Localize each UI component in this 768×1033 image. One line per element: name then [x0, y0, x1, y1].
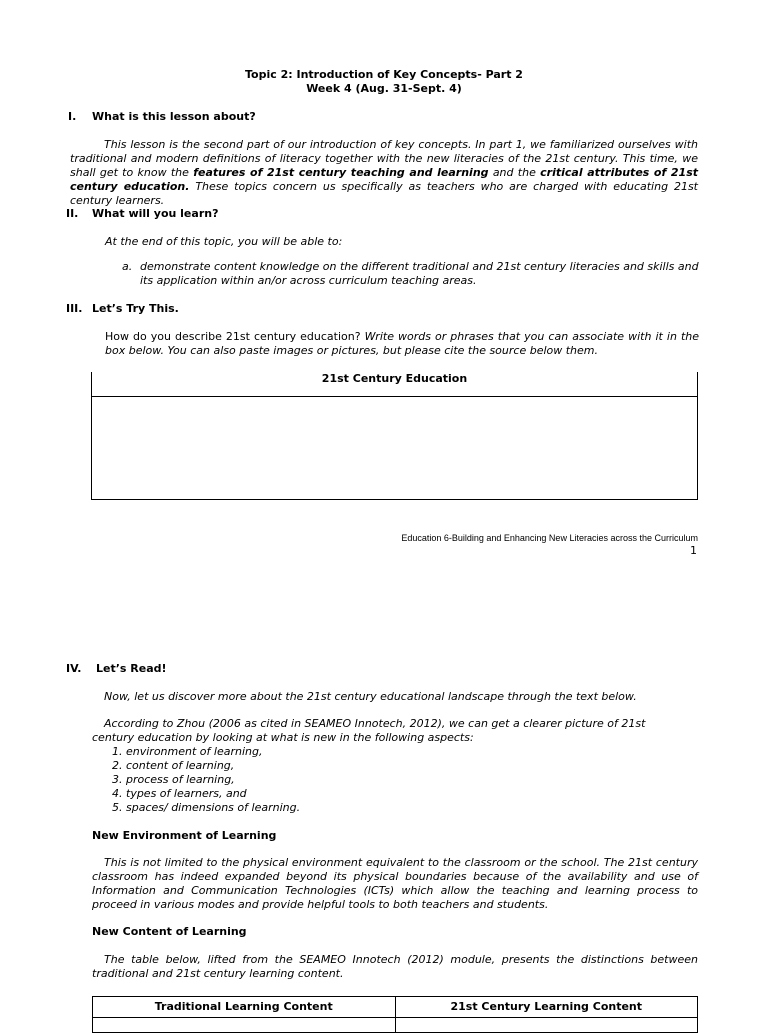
section-4-zhou-paragraph: According to Zhou (2006 as cited in SEAMEO Innotech, 2012), we can get a clearer picture of 21st century education by looking at what is new in the following aspects: [92, 717, 646, 744]
environment-paragraph: This is not limited to the physical environment equivalent to the classroom or the school. The 21st century classroom has indeed expanded beyond its physical boundaries because of the availability and use of Information and Communication Technologies (ICTs) which allow the teaching and learning process to proceed in various modes and provide helpful tools to both teachers and students. [92, 856, 698, 911]
aspect-item: 1. environment of learning, [126, 745, 402, 759]
section-1-paragraph [70, 138, 698, 208]
section-2-number: II. [66, 207, 79, 220]
section-3-heading: Let’s Try This. [92, 302, 179, 315]
aspect-item: 5. spaces/ dimensions of learning. [126, 801, 402, 815]
objective-marker: a. [122, 260, 133, 273]
table-header-traditional: Traditional Learning Content [93, 997, 396, 1018]
section-4-heading: Let’s Read! [96, 662, 167, 675]
section-4-intro: Now, let us discover more about the 21st century educational landscape through the text below. [104, 690, 637, 703]
content-paragraph: The table below, lifted from the SEAMEO Innotech (2012) module, presents the distinctions between traditional and 21st century learning content. [92, 953, 698, 980]
footer-course: Education 6-Building and Enhancing New Literacies across the Curriculum [401, 533, 698, 543]
activity-box-answer-area[interactable] [92, 397, 697, 499]
document-title: Topic 2: Introduction of Key Concepts- Part 2 [245, 68, 523, 81]
table-header-21st-century: 21st Century Learning Content [395, 997, 698, 1018]
section-1-heading: What is this lesson about? [92, 110, 256, 123]
section-2-intro: At the end of this topic, you will be able to: [105, 235, 343, 248]
activity-box-bottom-border [91, 499, 698, 500]
section-1-text-mid: and the [488, 166, 541, 179]
learning-content-table [92, 996, 698, 1033]
activity-box-title: 21st Century Education [321, 372, 468, 385]
content-heading: New Content of Learning [92, 925, 247, 938]
section-1-bold-features: features of 21st century teaching and learning [193, 166, 489, 179]
activity-box [91, 372, 698, 500]
section-3-question: How do you describe 21st century education? [105, 330, 365, 343]
environment-heading: New Environment of Learning [92, 829, 277, 842]
aspect-item: 3. process of learning, [126, 773, 402, 787]
section-1-text-a: This lesson is the second part of our introduction of key concepts. In part 1, we familiarized ourselves with traditional and modern definitions of literacy together with the new literacies of the 21st century. This time, we shall get to know the [70, 138, 698, 179]
objective-text: demonstrate content knowledge on the different traditional and 21st century literacies and skills and its application within an/or across curriculum teaching areas. [140, 260, 699, 287]
table-cell [395, 1018, 698, 1033]
aspects-list [102, 745, 402, 815]
activity-box-right-border [697, 372, 698, 500]
section-1-text-end: These topics concern us specifically as teachers who are charged with educating 21st century learners. [70, 180, 698, 207]
section-2-heading: What will you learn? [92, 207, 219, 220]
section-1-number: I. [68, 110, 77, 123]
section-3-number: III. [66, 302, 83, 315]
section-4-number: IV. [66, 662, 82, 675]
footer-page-number: 1 [690, 544, 697, 557]
aspect-item: 4. types of learners, and [126, 787, 402, 801]
section-1-bold-attributes: critical attributes of 21st century education. [70, 166, 699, 193]
section-3-paragraph [105, 330, 699, 358]
table-cell [93, 1018, 396, 1033]
document-week: Week 4 (Aug. 31-Sept. 4) [306, 82, 462, 95]
aspect-item: 2. content of learning, [126, 759, 402, 773]
section-3-instructions: Write words or phrases that you can associate with it in the box below. You can also paste images or pictures, but please cite the source below them. [105, 330, 700, 357]
